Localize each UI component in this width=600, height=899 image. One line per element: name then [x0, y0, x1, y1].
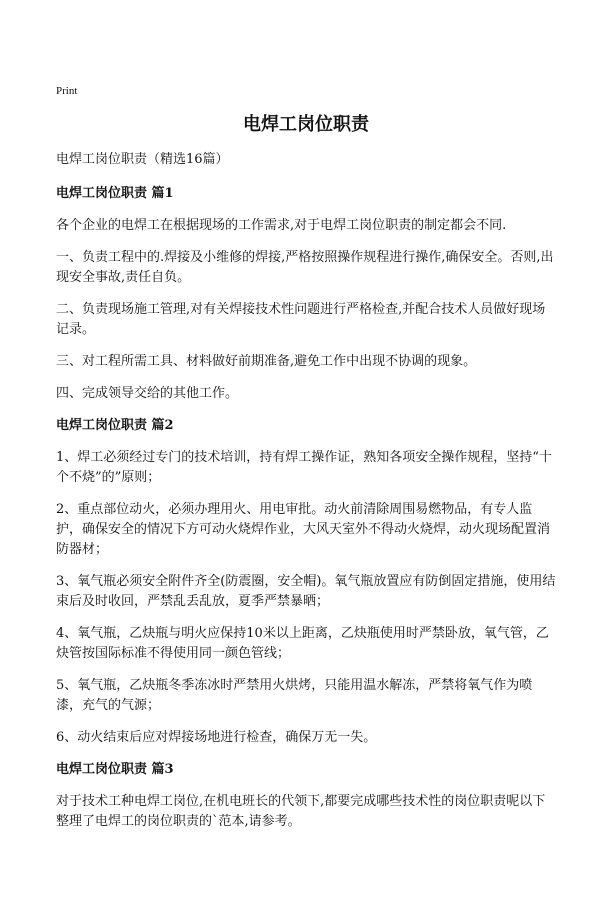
- paragraph: 3、氧气瓶必须安全附件齐全(防震圈，安全帽)。氧气瓶放置应有防倒固定措施，使用结束后及时收回，严禁乱丢乱放，夏季严禁暴晒；: [56, 574, 556, 609]
- section-heading: 电焊工岗位职责 篇3: [56, 762, 174, 777]
- paragraph: 对于技术工种电焊工岗位,在机电班长的代领下,都要完成哪些技术性的岗位职责呢以下整理了电焊工的岗位职责的`范本,请参考。: [56, 794, 546, 829]
- paragraph: 三、对工程所需工具、材料做好前期准备,避免工作中出现不协调的现象。: [56, 354, 477, 369]
- section-heading: 电焊工岗位职责 篇2: [56, 418, 174, 433]
- paragraph: 2、重点部位动火，必须办理用火、用电审批。动火前清除周围易燃物品，有专人监护，确保安全的情况下方可动火烧焊作业，大风天室外不得动火烧焊，动火现场配置消防器材；: [56, 502, 551, 557]
- section-3: [56, 760, 556, 832]
- paragraph: 4、氧气瓶，乙炔瓶与明火应保持10米以上距离，乙炔瓶使用时严禁卧放，氧气管，乙炔管按国际标准不得使用同一颜色管线；: [56, 626, 549, 661]
- section-2: [56, 416, 556, 748]
- document-title: 电焊工岗位职责: [243, 114, 369, 135]
- paragraph: 一、负责工程中的.焊接及小维修的焊接,严格按照操作规程进行操作,确保安全。否则,出现安全事故,责任自负。: [56, 250, 554, 285]
- paragraph: 四、完成领导交给的其他工作。: [56, 386, 239, 401]
- paragraph: 5、氧气瓶，乙炔瓶冬季冻冰时严禁用火烘烤，只能用温水解冻，严禁将氧气作为喷漆，充气的气源；: [56, 678, 533, 713]
- paragraph: 二、负责现场施工管理,对有关焊接技术性问题进行严格检查,并配合技术人员做好现场记录。: [56, 302, 546, 337]
- document-subtitle: 电焊工岗位职责（精选16篇）: [56, 152, 229, 167]
- paragraph: 1、焊工必须经过专门的技术培训，持有焊工操作证，熟知各项安全操作规程，坚持“十个不烧”的”原则；: [56, 450, 552, 485]
- section-1: [56, 184, 556, 404]
- print-label: Print: [56, 85, 78, 97]
- section-heading: 电焊工岗位职责 篇1: [56, 186, 174, 201]
- paragraph: 各个企业的电焊工在根据现场的工作需求,对于电焊工岗位职责的制定都会不同.: [56, 218, 507, 233]
- paragraph: 6、动火结束后应对焊接场地进行检查，确保万无一失。: [56, 730, 377, 745]
